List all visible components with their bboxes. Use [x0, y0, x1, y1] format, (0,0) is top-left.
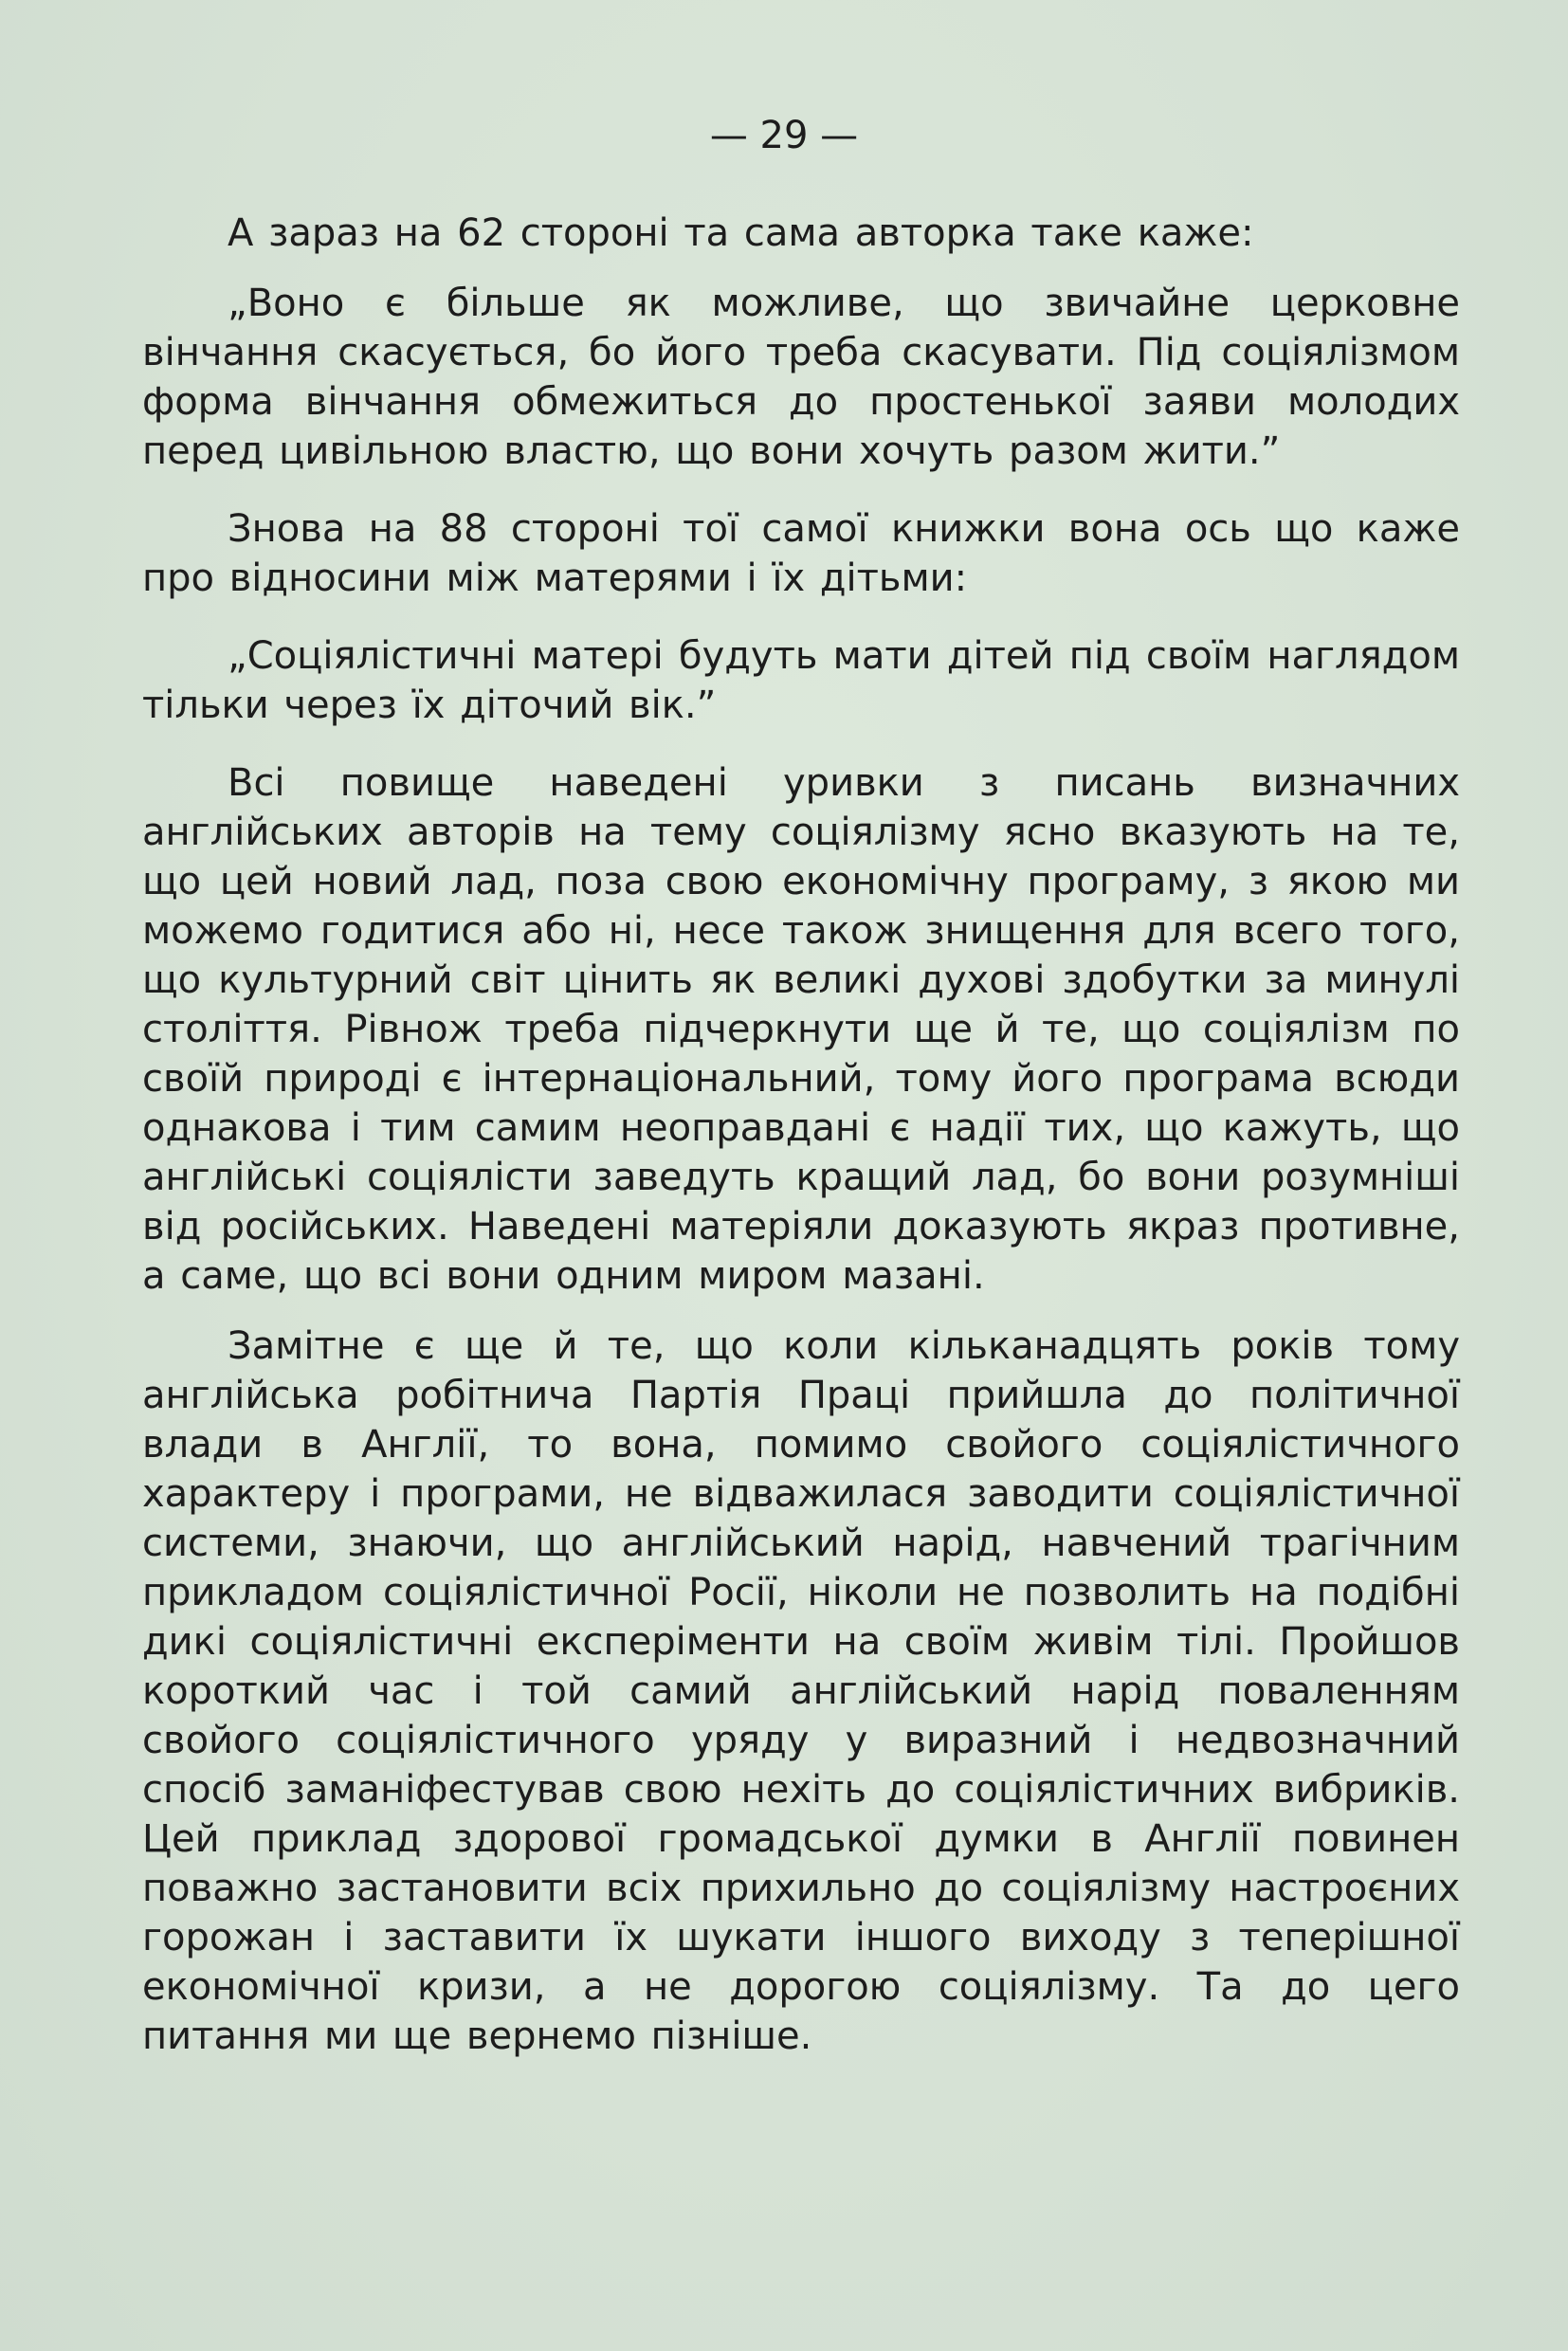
paragraph-labour-party: Замітне є ще й те, що коли кільканадцять років тому англійська робітнича Партія Праці прийшла до політичної влади в Англії, то вона, помимо свойого соціялістичного характеру і програми, не відважилася заводити соціялістичної системи, знаючи, що англійський нарід, навчений трагічним прикладом соціялістичної Росії, ніколи не позволить на подібні дикі соціялістичні експеріменти на своїм живім тілі. Пройшов короткий час і той самий англійський нарід поваленням свойого соціялістичного уряду у виразний і недвозначний спосіб заманіфестував свою нехіть до соціялістичних вибриків. Цей приклад здорової громадської думки в Англії повинен поважно застановити всіх прихильно до соціялізму настроєних горожан і заставити їх шукати іншого виходу з теперішної економічної кризи, а не дорогою соціялізму. Та до цего питання ми ще вернемо пізніше.: [142, 1324, 1460, 2058]
paragraph-intro: А зараз на 62 стороні та сама авторка таке каже:: [228, 211, 1254, 255]
paragraph-summary: Всі повище наведені уривки з писань визначних англійських авторів на тему соціялізму ясно вказують на те, що цей новий лад, поза свою економічну програму, з якою ми можемо годитися або ні, несе також знищення для всего того, що культурний світ цінить як великі духові здобутки за минулі століття. Рівнож треба підчеркнути ще й те, що соціялізм по своїй природі є інтернаціональний, тому його програма всюди однакова і тим самим неоправдані є надії тих, що кажуть, що англійські соціялісти заведуть кращий лад, бо вони розумніші від російських. Наведені матеріяли доказують якраз противне, а саме, що всі вони одним миром мазані.: [142, 761, 1460, 1298]
page-number: — 29 —: [709, 114, 859, 157]
quote-mothers: „Соціялістичні матері будуть мати дітей під своїм наглядом тільки через їх діточий вік.”: [142, 634, 1460, 727]
paragraph-mothers-intro: Знова на 88 стороні тої самої книжки вона ось що каже про відносини між матерями і їх дітьми:: [142, 507, 1460, 600]
quote-wedding: „Воно є більше як можливе, що звичайне церковне вінчання скасується, бо його треба скасувати. Під соціялізмом форма вінчання обмежиться до простенької заяви молодих перед цивільною властю, що вони хочуть разом жити.”: [142, 282, 1460, 473]
body-text: [142, 209, 1460, 2061]
